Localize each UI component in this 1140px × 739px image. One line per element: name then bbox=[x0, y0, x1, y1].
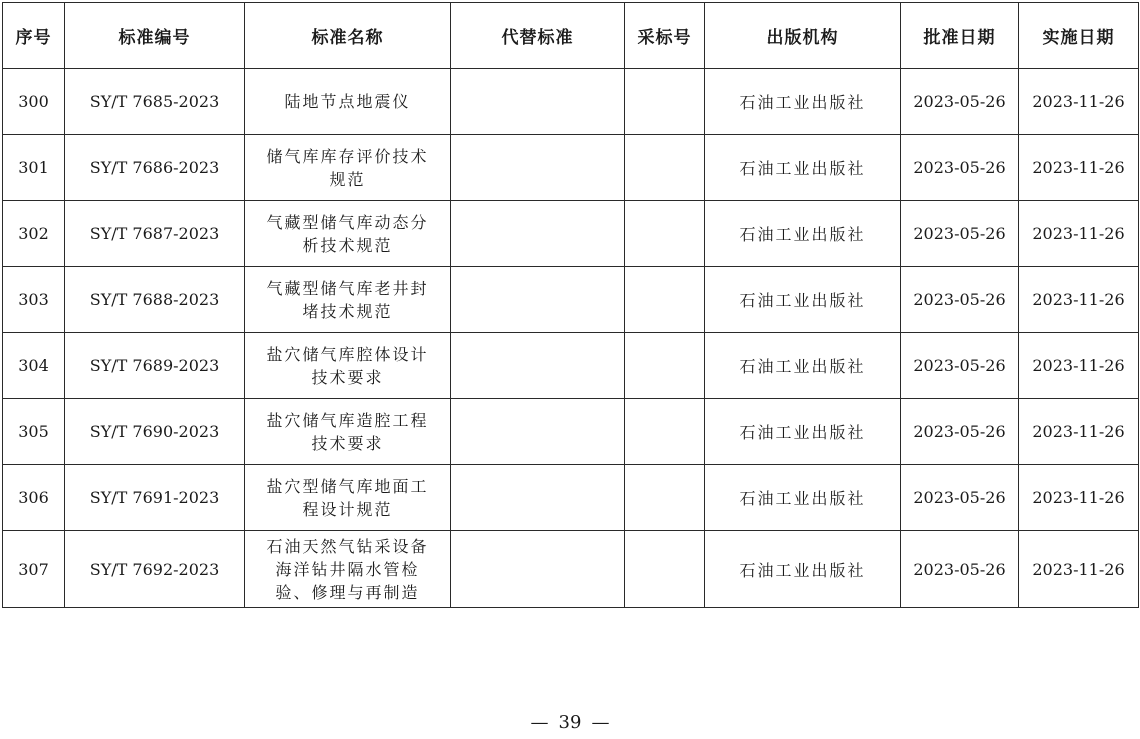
cell-adopted bbox=[625, 135, 705, 201]
cell-code: SY/T 7685-2023 bbox=[65, 69, 245, 135]
publisher-name: 石油工业出版社 bbox=[739, 93, 866, 112]
standard-name: 气藏型储气库老井封堵技术规范 bbox=[266, 278, 429, 321]
standard-name: 陆地节点地震仪 bbox=[284, 92, 411, 111]
page-footer bbox=[0, 712, 1140, 733]
cell-seq: 303 bbox=[3, 267, 65, 333]
cell-replaces bbox=[451, 201, 625, 267]
header-effective: 实施日期 bbox=[1019, 3, 1139, 69]
header-publisher: 出版机构 bbox=[705, 3, 901, 69]
cell-seq: 307 bbox=[3, 531, 65, 608]
standard-name: 盐穴型储气库地面工程设计规范 bbox=[266, 476, 429, 519]
cell-adopted bbox=[625, 267, 705, 333]
cell-adopted bbox=[625, 333, 705, 399]
cell-code: SY/T 7688-2023 bbox=[65, 267, 245, 333]
cell-code: SY/T 7690-2023 bbox=[65, 399, 245, 465]
cell-approved: 2023-05-26 bbox=[901, 399, 1019, 465]
header-seq: 序号 bbox=[3, 3, 65, 69]
header-name: 标准名称 bbox=[245, 3, 451, 69]
cell-seq: 304 bbox=[3, 333, 65, 399]
standards-table bbox=[2, 2, 1139, 608]
publisher-name: 石油工业出版社 bbox=[739, 423, 866, 442]
cell-adopted bbox=[625, 465, 705, 531]
cell-publisher bbox=[705, 531, 901, 608]
cell-code: SY/T 7686-2023 bbox=[65, 135, 245, 201]
publisher-name: 石油工业出版社 bbox=[739, 291, 866, 310]
cell-replaces bbox=[451, 69, 625, 135]
cell-adopted bbox=[625, 531, 705, 608]
cell-code: SY/T 7687-2023 bbox=[65, 201, 245, 267]
cell-adopted bbox=[625, 399, 705, 465]
cell-approved: 2023-05-26 bbox=[901, 201, 1019, 267]
cell-publisher bbox=[705, 135, 901, 201]
cell-replaces bbox=[451, 267, 625, 333]
footer-dash-left: — bbox=[530, 712, 549, 733]
cell-name bbox=[245, 465, 451, 531]
cell-publisher bbox=[705, 399, 901, 465]
cell-approved: 2023-05-26 bbox=[901, 135, 1019, 201]
publisher-name: 石油工业出版社 bbox=[739, 225, 866, 244]
cell-publisher bbox=[705, 201, 901, 267]
cell-adopted bbox=[625, 69, 705, 135]
publisher-name: 石油工业出版社 bbox=[739, 159, 866, 178]
standard-name: 石油天然气钻采设备海洋钻井隔水管检验、修理与再制造 bbox=[266, 536, 429, 602]
cell-effective: 2023-11-26 bbox=[1019, 465, 1139, 531]
publisher-name: 石油工业出版社 bbox=[739, 489, 866, 508]
publisher-name: 石油工业出版社 bbox=[739, 357, 866, 376]
table-row bbox=[3, 135, 1139, 201]
cell-approved: 2023-05-26 bbox=[901, 267, 1019, 333]
table-row bbox=[3, 399, 1139, 465]
cell-replaces bbox=[451, 135, 625, 201]
cell-name bbox=[245, 531, 451, 608]
cell-effective: 2023-11-26 bbox=[1019, 531, 1139, 608]
cell-code: SY/T 7689-2023 bbox=[65, 333, 245, 399]
cell-seq: 301 bbox=[3, 135, 65, 201]
cell-name bbox=[245, 267, 451, 333]
standard-name: 盐穴储气库腔体设计技术要求 bbox=[266, 344, 429, 387]
cell-publisher bbox=[705, 333, 901, 399]
cell-name bbox=[245, 69, 451, 135]
cell-seq: 305 bbox=[3, 399, 65, 465]
footer-dash-right: — bbox=[591, 712, 610, 733]
cell-effective: 2023-11-26 bbox=[1019, 69, 1139, 135]
table-header-row bbox=[3, 3, 1139, 69]
cell-name bbox=[245, 135, 451, 201]
header-adopted: 采标号 bbox=[625, 3, 705, 69]
cell-name bbox=[245, 399, 451, 465]
cell-effective: 2023-11-26 bbox=[1019, 399, 1139, 465]
cell-effective: 2023-11-26 bbox=[1019, 267, 1139, 333]
cell-replaces bbox=[451, 399, 625, 465]
table-row bbox=[3, 333, 1139, 399]
cell-seq: 306 bbox=[3, 465, 65, 531]
cell-approved: 2023-05-26 bbox=[901, 465, 1019, 531]
header-replaces: 代替标准 bbox=[451, 3, 625, 69]
cell-approved: 2023-05-26 bbox=[901, 531, 1019, 608]
cell-adopted bbox=[625, 201, 705, 267]
cell-publisher bbox=[705, 267, 901, 333]
table-row bbox=[3, 465, 1139, 531]
table-row bbox=[3, 69, 1139, 135]
table-row bbox=[3, 267, 1139, 333]
cell-code: SY/T 7691-2023 bbox=[65, 465, 245, 531]
cell-replaces bbox=[451, 465, 625, 531]
cell-publisher bbox=[705, 465, 901, 531]
cell-seq: 302 bbox=[3, 201, 65, 267]
table-row bbox=[3, 201, 1139, 267]
header-code: 标准编号 bbox=[65, 3, 245, 69]
cell-publisher bbox=[705, 69, 901, 135]
table-row bbox=[3, 531, 1139, 608]
cell-effective: 2023-11-26 bbox=[1019, 135, 1139, 201]
publisher-name: 石油工业出版社 bbox=[739, 560, 866, 580]
page-number: 39 bbox=[558, 712, 582, 733]
standard-name: 气藏型储气库动态分析技术规范 bbox=[266, 212, 429, 255]
standard-name: 储气库库存评价技术规范 bbox=[266, 146, 429, 189]
cell-effective: 2023-11-26 bbox=[1019, 201, 1139, 267]
cell-replaces bbox=[451, 333, 625, 399]
header-approved: 批准日期 bbox=[901, 3, 1019, 69]
cell-replaces bbox=[451, 531, 625, 608]
standard-name: 盐穴储气库造腔工程技术要求 bbox=[266, 410, 429, 453]
cell-approved: 2023-05-26 bbox=[901, 333, 1019, 399]
cell-name bbox=[245, 201, 451, 267]
cell-effective: 2023-11-26 bbox=[1019, 333, 1139, 399]
cell-approved: 2023-05-26 bbox=[901, 69, 1019, 135]
cell-name bbox=[245, 333, 451, 399]
cell-seq: 300 bbox=[3, 69, 65, 135]
cell-code: SY/T 7692-2023 bbox=[65, 531, 245, 608]
